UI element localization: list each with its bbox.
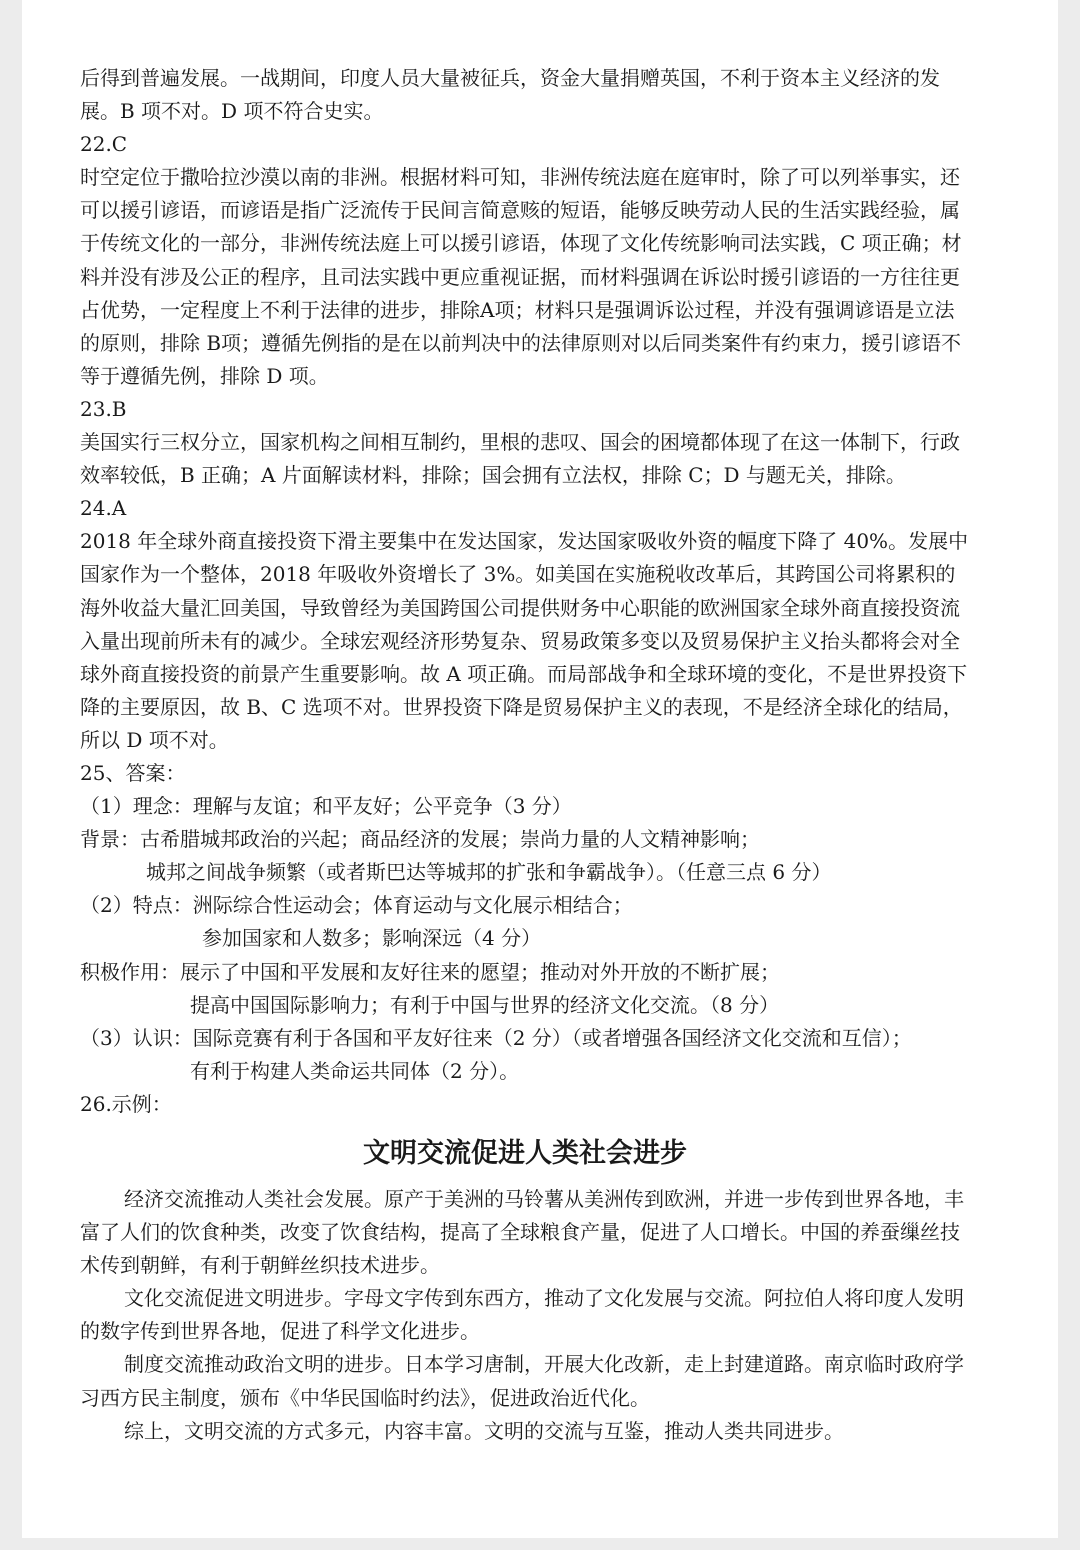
essay-paragraph: 经济交流推动人类社会发展。原产于美洲的马铃薯从美洲传到欧洲，并进一步传到世界各地，丰富了人们的饮食种类，改变了饮食结构，提高了全球粮食产量，促进了人口增长。中国的养蚕缫丝技术传到朝鲜，有利于朝鲜丝织技术进步。 [80,1187,964,1278]
q22-explanation: 时空定位于撒哈拉沙漠以南的非洲。根据材料可知，非洲传统法庭在庭审时，除了可以列举事实，还可以援引谚语，而谚语是指广泛流传于民间言简意赅的短语，能够反映劳动人民的生活实践经验，属于传统文化的一部分，非洲传统法庭上可以援引谚语，体现了文化传统影响司法实践，C 项正确；材料并没有涉及公正的程序，且司法实践中更应重视证据，而材料强调在诉讼时援引谚语的一方往往更占优势，一定程度上不利于法律的进步，排除A项；材料只是强调诉讼过程，并没有强调谚语是立法的原则，排除 B项；遵循先例指的是在以前判决中的法律原则对以后同类案件有约束力，援引谚语不等于遵循先例，排除 D 项。 [80,165,962,388]
q24-explanation: 2018 年全球外商直接投资下滑主要集中在发达国家，发达国家吸收外资的幅度下降了 40%。发展中国家作为一个整体，2018 年吸收外资增长了 3%。如美国在实施税收改革后，其跨国公司将累积的海外收益大量汇回美国，导致曾经为美国跨国公司提供财务中心职能的欧洲国家全球外商直接投资流入量出现前所未有的减少。全球宏观经济形势复杂、贸易政策多变以及贸易保护主义抬头都将会对全球外商直接投资的前景产生重要影响。故 A 项正确。而局部战争和全球环境的变化，不是世界投资下降的主要原因，故 B、C 选项不对。世界投资下降是贸易保护主义的表现，不是经济全球化的结局，所以 D 项不对。 [80,529,969,752]
essay-title: 文明交流促进人类社会进步 [363,1138,687,1169]
q25-part3-understanding-cont: 有利于构建人类命运共同体（2 分）。 [190,1058,520,1083]
q25-part1-concept: （1）理念：理解与友谊；和平友好；公平竞争（3 分） [80,794,572,819]
q25-label: 25、答案： [80,760,186,785]
q25-part2-features-cont: 参加国家和人数多；影响深远（4 分） [202,926,542,951]
essay-paragraph: 制度交流推动政治文明的进步。日本学习唐制，开展大化改新，走上封建道路。南京临时政府学习西方民主制度，颁布《中华民国临时约法》，促进政治近代化。 [80,1352,964,1410]
document-page [22,0,1058,1538]
q26-label: 26.示例： [80,1091,172,1116]
q25-part2-effects: 积极作用：展示了中国和平发展和友好往来的愿望；推动对外开放的不断扩展； [80,959,780,984]
q25-part2-effects-cont: 提高中国国际影响力；有利于中国与世界的经济文化交流。（8 分） [190,992,780,1017]
q23-explanation: 美国实行三权分立，国家机构之间相互制约，里根的悲叹、国会的困境都体现了在这一体制下，行政效率较低，B 正确；A 片面解读材料，排除；国会拥有立法权，排除 C；D 与题无关，排除。 [80,430,960,488]
answer-content [80,62,970,1448]
q25-part3-understanding: （3）认识：国际竞赛有利于各国和平友好往来（2 分）（或者增强各国经济文化交流和互信）； [80,1025,912,1050]
intro-paragraph: 后得到普遍发展。一战期间，印度人员大量被征兵，资金大量捐赠英国，不利于资本主义经济的发展。B 项不对。D 项不符合史实。 [80,66,940,124]
q22-label: 22.C [80,132,128,157]
q25-part1-background: 背景：古希腊城邦政治的兴起；商品经济的发展；崇尚力量的人文精神影响； [80,827,760,852]
q24-label: 24.A [80,496,127,521]
essay-paragraph: 文化交流促进文明进步。字母文字传到东西方，推动了文化发展与交流。阿拉伯人将印度人发明的数字传到世界各地，促进了科学文化进步。 [80,1286,964,1344]
q23-label: 23.B [80,396,127,421]
q25-part1-background-cont: 城邦之间战争频繁（或者斯巴达等城邦的扩张和争霸战争）。（任意三点 6 分） [146,860,832,885]
essay-paragraph: 综上，文明交流的方式多元，内容丰富。文明的交流与互鉴，推动人类共同进步。 [124,1418,844,1443]
q25-part2-features: （2）特点：洲际综合性运动会；体育运动与文化展示相结合； [80,893,633,918]
